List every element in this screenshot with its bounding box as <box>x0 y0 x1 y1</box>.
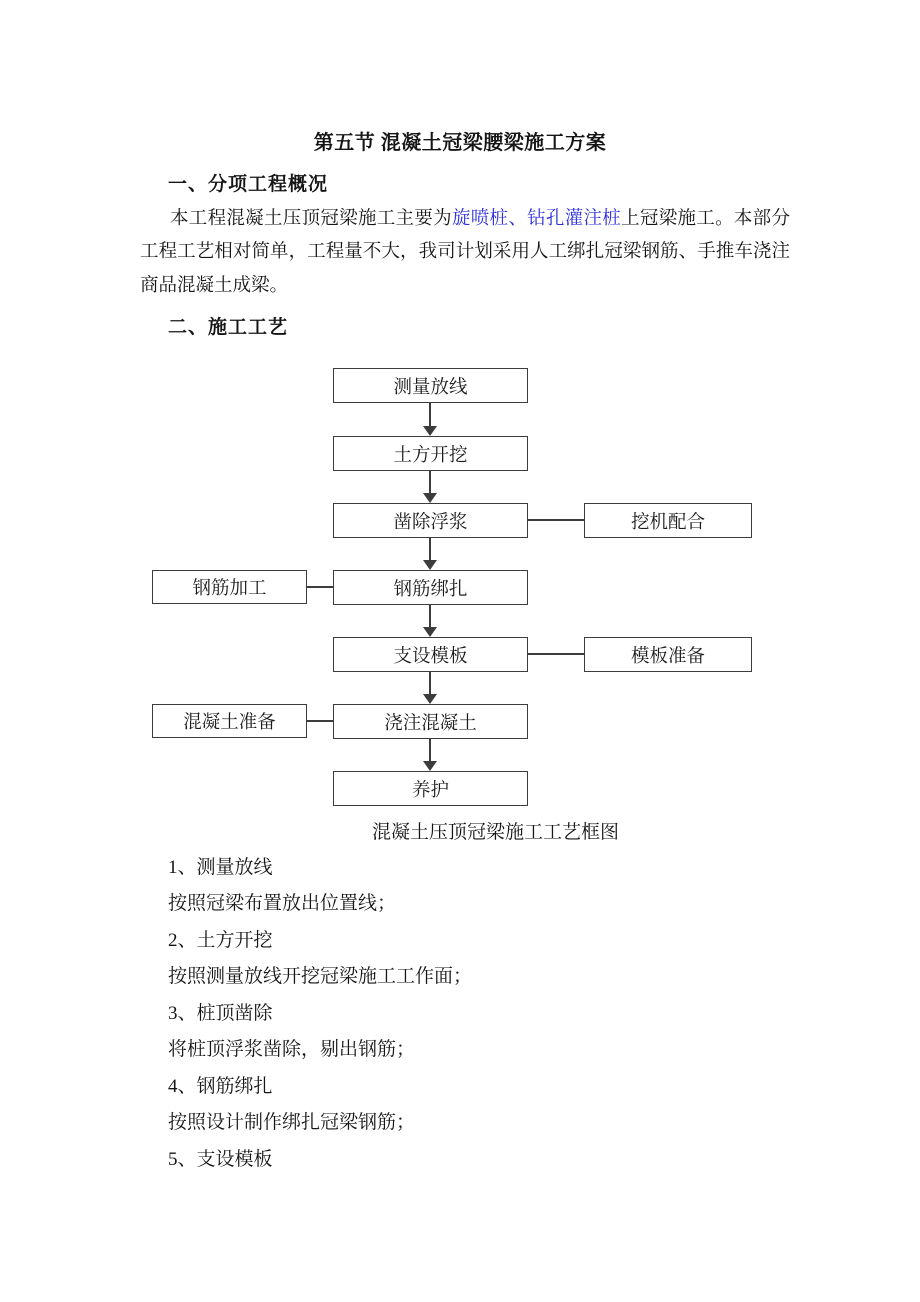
flow-arrow-line <box>429 672 431 694</box>
flow-box-chisel-laitance: 凿除浮浆 <box>333 503 528 538</box>
flow-connector-line <box>528 519 584 521</box>
step-description: 按照测量放线开挖冠梁施工工作面； <box>168 966 473 987</box>
paragraph-text-before-link: 本工程混凝土压顶冠梁施工主要为 <box>170 209 452 229</box>
flow-box-formwork-erection: 支设模板 <box>333 637 528 672</box>
flow-arrowhead-icon <box>423 761 437 771</box>
step-label: 4、钢筋绑扎 <box>168 1076 273 1097</box>
flow-connector-line <box>307 720 333 722</box>
document-title: 第五节 混凝土冠梁腰梁施工方案 <box>313 132 607 154</box>
flow-box-rebar-tying: 钢筋绑扎 <box>333 570 528 605</box>
flow-arrowhead-icon <box>423 493 437 503</box>
flow-arrow-line <box>429 471 431 493</box>
flow-box-formwork-preparation: 模板准备 <box>584 637 752 672</box>
step-label: 3、桩顶凿除 <box>168 1003 273 1024</box>
flow-connector-line <box>307 586 333 588</box>
flow-arrowhead-icon <box>423 627 437 637</box>
section-heading-overview: 一、分项工程概况 <box>168 174 329 195</box>
step-label: 1、测量放线 <box>168 857 273 878</box>
section-heading-process: 二、施工工艺 <box>168 317 289 338</box>
flow-arrow-line <box>429 403 431 426</box>
paragraph-text-after-link: 上冠梁施工。本部分工程工艺相对简单，工程量不大，我司计划采用人工绑扎冠梁钢筋、手推车浇注商品混凝土成梁。 <box>140 209 790 296</box>
flow-arrow-line <box>429 605 431 627</box>
step-description: 将桩顶浮浆凿除，剔出钢筋； <box>168 1039 416 1060</box>
flow-box-concrete-pouring: 浇注混凝土 <box>333 704 528 739</box>
step-label: 2、土方开挖 <box>168 930 273 951</box>
step-label: 5、支设模板 <box>168 1149 273 1170</box>
flow-arrow-line <box>429 538 431 560</box>
flow-box-excavator-assist: 挖机配合 <box>584 503 752 538</box>
flow-box-rebar-fabrication: 钢筋加工 <box>152 570 307 604</box>
flow-arrow-line <box>429 739 431 761</box>
flow-box-survey-layout: 测量放线 <box>333 368 528 403</box>
flow-arrowhead-icon <box>423 426 437 436</box>
flow-connector-line <box>528 653 584 655</box>
pile-types-link[interactable]: 旋喷桩、钻孔灌注桩 <box>451 209 622 229</box>
step-description: 按照冠梁布置放出位置线； <box>168 893 397 914</box>
flow-arrowhead-icon <box>423 694 437 704</box>
flow-box-concrete-preparation: 混凝土准备 <box>152 704 307 738</box>
overview-paragraph <box>140 203 790 303</box>
flow-box-curing: 养护 <box>333 771 528 806</box>
flowchart-caption: 混凝土压顶冠梁施工工艺框图 <box>372 822 620 843</box>
flow-box-earth-excavation: 土方开挖 <box>333 436 528 471</box>
flow-arrowhead-icon <box>423 560 437 570</box>
step-description: 按照设计制作绑扎冠梁钢筋； <box>168 1112 416 1133</box>
